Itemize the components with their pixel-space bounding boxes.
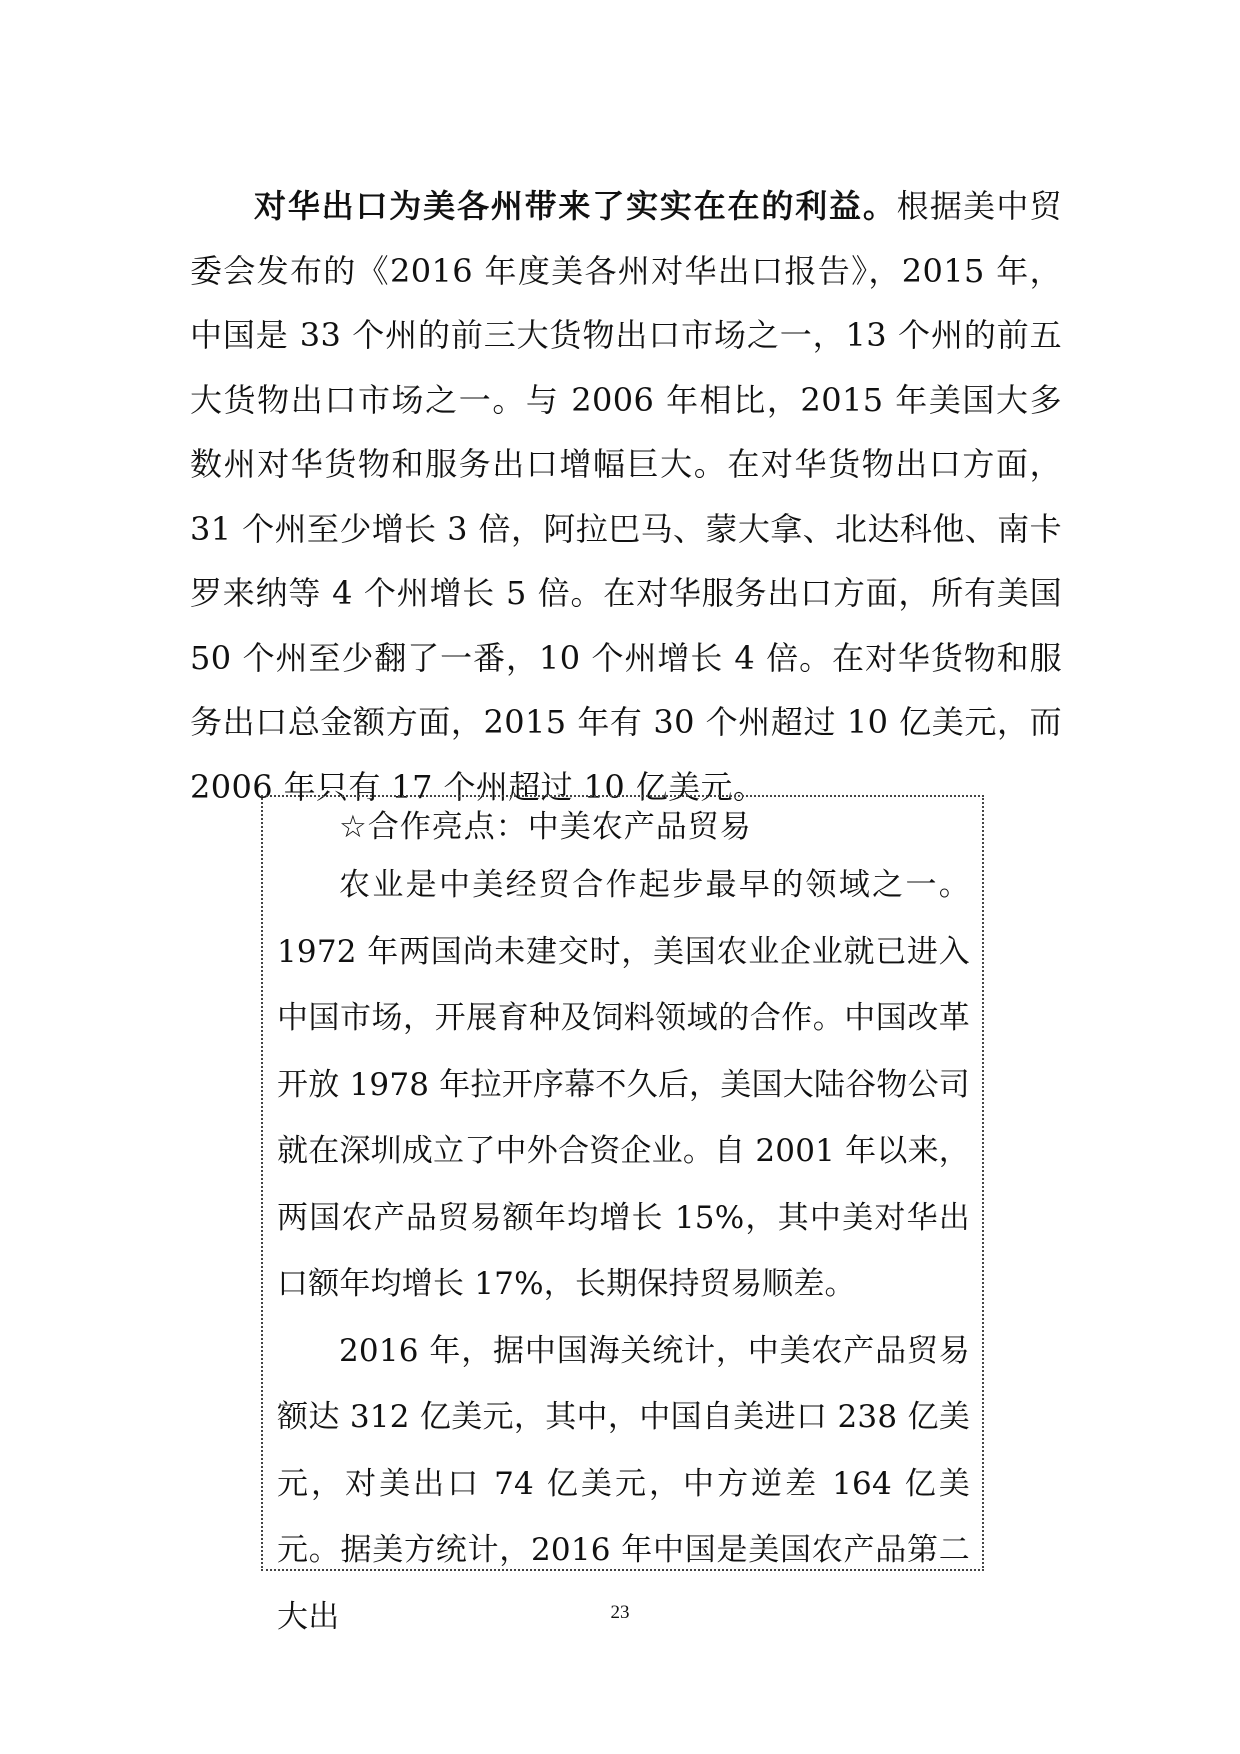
intro-body-text: 根据美中贸委会发布的《2016 年度美各州对华出口报告》，2015 年，中国是 33 个州的前三大货物出口市场之一，13 个州的前五大货物出口市场之一。与 2006 年相比，2015 年美国大多数州对华货物和服务出口增幅巨大。在对华货物出口方面，31 个州至少增长 3 倍，阿拉巴马、蒙大拿、北达科他、南卡罗来纳等 4 个州增长 5 倍。在对华服务出口方面，所有美国 50 个州至少翻了一番，10 个州增长 4 倍。在对华货物和服务出口总金额方面，2015 年有 30 个州超过 10 亿美元，而 2006 年只有 17 个州超过 10 亿美元。 [190,187,1062,806]
page-number: 23 [610,1602,630,1623]
highlight-paragraph-1: 农业是中美经贸合作起步最早的领域之一。1972 年两国尚未建交时，美国农业企业就已进入中国市场，开展育种及饲料领域的合作。中国改革开放 1978 年拉开序幕不久后，美国大陆谷物公司就在深圳成立了中外合资企业。自 2001 年以来，两国农产品贸易额年均增长 15%，其中美对华出口额年均增长 17%，长期保持贸易顺差。 [277,867,970,1302]
highlight-title [277,802,970,852]
highlight-paragraph-2: 2016 年，据中国海关统计，中美农产品贸易额达 312 亿美元，其中，中国自美进口 238 亿美元，对美出口 74 亿美元，中方逆差 164 亿美元。据美方统计，2016 年中国是美国农产品第二大出 [277,1332,970,1635]
star-icon: ☆ [339,809,368,845]
highlight-title-text: 合作亮点：中美农产品贸易 [367,809,752,845]
highlight-box [261,795,984,1635]
intro-lead-sentence: 对华出口为美各州带来了实实在在的利益。 [254,187,897,225]
intro-paragraph [190,174,1062,819]
